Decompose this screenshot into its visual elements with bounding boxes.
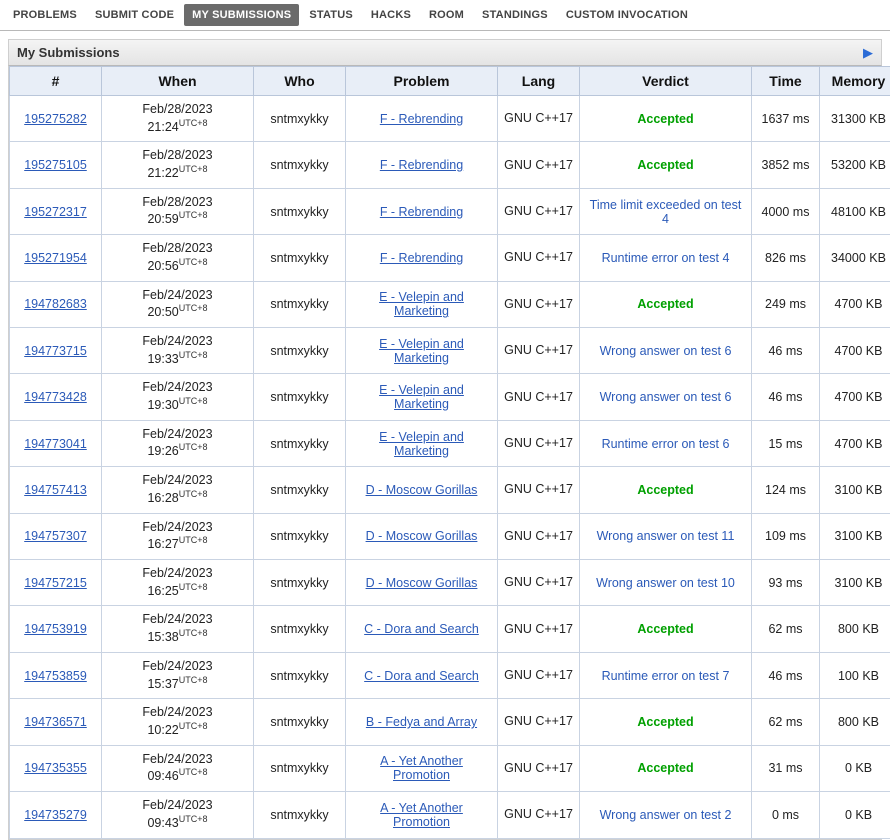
table-row (10, 235, 890, 281)
memory-cell: 0 KB (820, 792, 890, 838)
submission-timezone: UTC+8 (179, 582, 208, 592)
verdict-cell[interactable] (580, 606, 752, 652)
column-header-id: # (10, 67, 102, 96)
submission-id-cell (10, 188, 102, 234)
submission-clock-value: 15:38 (147, 630, 178, 644)
submission-clock-value: 21:22 (147, 166, 178, 180)
submission-clock-value: 20:50 (147, 305, 178, 319)
problem-cell (346, 96, 498, 142)
memory-cell: 34000 KB (820, 235, 890, 281)
submission-time-cell (102, 96, 254, 142)
submission-clock (107, 164, 248, 182)
submission-id-cell (10, 560, 102, 606)
execution-time-cell: 3852 ms (752, 142, 820, 188)
submission-id-cell (10, 467, 102, 513)
nav-item-status[interactable]: STATUS (301, 4, 361, 26)
table-header-row (10, 67, 890, 96)
problem-cell (346, 745, 498, 791)
column-header-verdict: Verdict (580, 67, 752, 96)
submission-id-cell (10, 235, 102, 281)
submission-author-cell[interactable]: sntmxykky (254, 652, 346, 698)
submission-date: Feb/28/2023 (107, 148, 248, 164)
verdict-text: Wrong answer on test 10 (596, 576, 735, 590)
verdict-cell[interactable] (580, 328, 752, 374)
submission-timezone: UTC+8 (179, 257, 208, 267)
submission-time-cell (102, 328, 254, 374)
table-row (10, 606, 890, 652)
panel-header (8, 39, 882, 65)
submission-author-cell[interactable]: sntmxykky (254, 188, 346, 234)
submission-date: Feb/28/2023 (107, 241, 248, 257)
submission-timezone: UTC+8 (179, 303, 208, 313)
submission-author-cell[interactable]: sntmxykky (254, 699, 346, 745)
submission-time-cell (102, 374, 254, 420)
verdict-text: Accepted (637, 715, 693, 729)
problem-link[interactable]: B - Fedya and Array (366, 715, 477, 729)
execution-time-cell: 31 ms (752, 745, 820, 791)
memory-cell: 800 KB (820, 606, 890, 652)
memory-cell: 4700 KB (820, 374, 890, 420)
execution-time-cell: 62 ms (752, 699, 820, 745)
submission-time-cell (102, 652, 254, 698)
submission-id-link[interactable]: 194757215 (24, 576, 87, 590)
language-cell: GNU C++17 (498, 142, 580, 188)
submission-id-link[interactable]: 194773428 (24, 390, 87, 404)
problem-link[interactable]: E - Velepin and Marketing (379, 290, 464, 318)
submission-clock (107, 210, 248, 228)
verdict-cell[interactable] (580, 560, 752, 606)
verdict-text: Runtime error on test 7 (602, 669, 730, 683)
verdict-text: Accepted (637, 158, 693, 172)
table-row (10, 792, 890, 838)
submission-clock (107, 767, 248, 785)
verdict-cell[interactable] (580, 374, 752, 420)
problem-link[interactable]: E - Velepin and Marketing (379, 383, 464, 411)
submission-timezone: UTC+8 (179, 489, 208, 499)
submission-date: Feb/24/2023 (107, 288, 248, 304)
submission-author-cell[interactable]: sntmxykky (254, 142, 346, 188)
memory-cell: 4700 KB (820, 281, 890, 327)
language-cell: GNU C++17 (498, 513, 580, 559)
table-row (10, 699, 890, 745)
problem-cell (346, 235, 498, 281)
problem-cell (346, 699, 498, 745)
submission-author-cell[interactable]: sntmxykky (254, 235, 346, 281)
submission-id-link[interactable]: 195275105 (24, 158, 87, 172)
language-cell: GNU C++17 (498, 699, 580, 745)
submission-id-cell (10, 420, 102, 466)
memory-cell: 3100 KB (820, 467, 890, 513)
submission-time-cell (102, 281, 254, 327)
problem-link[interactable]: C - Dora and Search (364, 669, 479, 683)
submission-timezone: UTC+8 (179, 350, 208, 360)
verdict-cell[interactable] (580, 188, 752, 234)
problem-cell (346, 188, 498, 234)
submission-clock-value: 20:56 (147, 259, 178, 273)
memory-cell: 4700 KB (820, 328, 890, 374)
submission-clock-value: 16:27 (147, 537, 178, 551)
language-cell: GNU C++17 (498, 792, 580, 838)
submission-clock-value: 19:30 (147, 398, 178, 412)
submission-clock-value: 09:43 (147, 816, 178, 830)
submission-clock-value: 16:28 (147, 491, 178, 505)
verdict-text: Wrong answer on test 6 (600, 344, 732, 358)
submission-timezone: UTC+8 (179, 814, 208, 824)
submission-clock (107, 582, 248, 600)
verdict-cell[interactable] (580, 281, 752, 327)
language-cell: GNU C++17 (498, 420, 580, 466)
problem-link[interactable]: F - Rebrending (380, 205, 463, 219)
verdict-text: Wrong answer on test 11 (597, 529, 735, 543)
submission-id-link[interactable]: 194757413 (24, 483, 87, 497)
language-cell: GNU C++17 (498, 328, 580, 374)
submission-author-cell[interactable]: sntmxykky (254, 467, 346, 513)
submission-date: Feb/24/2023 (107, 566, 248, 582)
table-row (10, 96, 890, 142)
submission-time-cell (102, 420, 254, 466)
nav-item-hacks[interactable]: HACKS (363, 4, 419, 26)
submission-date: Feb/24/2023 (107, 473, 248, 489)
submission-date: Feb/24/2023 (107, 752, 248, 768)
submission-timezone: UTC+8 (179, 118, 208, 128)
submission-time-cell (102, 142, 254, 188)
language-cell: GNU C++17 (498, 96, 580, 142)
submission-id-cell (10, 281, 102, 327)
verdict-text: Accepted (637, 112, 693, 126)
verdict-text: Accepted (637, 761, 693, 775)
submissions-table-container (8, 65, 882, 840)
submission-id-link[interactable]: 195271954 (24, 251, 87, 265)
submission-clock (107, 675, 248, 693)
column-header-memory: Memory (820, 67, 890, 96)
submission-clock-value: 15:37 (147, 677, 178, 691)
verdict-cell[interactable] (580, 142, 752, 188)
submission-clock (107, 118, 248, 136)
submission-clock-value: 09:46 (147, 769, 178, 783)
problem-cell (346, 281, 498, 327)
problem-cell (346, 142, 498, 188)
submission-id-link[interactable]: 194736571 (24, 715, 87, 729)
submission-id-cell (10, 374, 102, 420)
verdict-text: Runtime error on test 4 (602, 251, 730, 265)
verdict-cell[interactable] (580, 652, 752, 698)
submission-clock (107, 628, 248, 646)
submission-time-cell (102, 188, 254, 234)
submission-date: Feb/28/2023 (107, 102, 248, 118)
submission-date: Feb/24/2023 (107, 612, 248, 628)
submission-id-link[interactable]: 194735279 (24, 808, 87, 822)
memory-cell: 4700 KB (820, 420, 890, 466)
submission-id-cell (10, 606, 102, 652)
submission-author-cell[interactable]: sntmxykky (254, 328, 346, 374)
nav-item-submit-code[interactable]: SUBMIT CODE (87, 4, 182, 26)
table-row (10, 142, 890, 188)
submission-date: Feb/24/2023 (107, 380, 248, 396)
submission-time-cell (102, 560, 254, 606)
submission-clock-value: 19:26 (147, 445, 178, 459)
submission-id-link[interactable]: 194753859 (24, 669, 87, 683)
table-row (10, 374, 890, 420)
submission-date: Feb/24/2023 (107, 520, 248, 536)
submission-clock-value: 19:33 (147, 352, 178, 366)
verdict-cell[interactable] (580, 513, 752, 559)
page-title: My Submissions (17, 45, 120, 60)
execution-time-cell: 46 ms (752, 652, 820, 698)
submission-time-cell (102, 467, 254, 513)
execution-time-cell: 124 ms (752, 467, 820, 513)
memory-cell: 800 KB (820, 699, 890, 745)
submission-author-cell[interactable]: sntmxykky (254, 745, 346, 791)
language-cell: GNU C++17 (498, 745, 580, 791)
submission-clock (107, 721, 248, 739)
submission-clock (107, 303, 248, 321)
problem-cell (346, 328, 498, 374)
submission-id-link[interactable]: 194773041 (24, 437, 87, 451)
column-header-when: When (102, 67, 254, 96)
problem-cell (346, 792, 498, 838)
verdict-text: Time limit exceeded on test 4 (590, 198, 742, 226)
verdict-text: Wrong answer on test 6 (600, 390, 732, 404)
table-row (10, 281, 890, 327)
submission-date: Feb/24/2023 (107, 334, 248, 350)
execution-time-cell: 62 ms (752, 606, 820, 652)
submission-id-link[interactable]: 194773715 (24, 344, 87, 358)
submission-author-cell[interactable]: sntmxykky (254, 420, 346, 466)
problem-cell (346, 560, 498, 606)
submission-author-cell[interactable]: sntmxykky (254, 606, 346, 652)
execution-time-cell: 109 ms (752, 513, 820, 559)
submission-timezone: UTC+8 (179, 396, 208, 406)
submission-id-cell (10, 513, 102, 559)
submission-author-cell[interactable]: sntmxykky (254, 513, 346, 559)
memory-cell: 53200 KB (820, 142, 890, 188)
verdict-text: Accepted (637, 622, 693, 636)
table-row (10, 328, 890, 374)
submission-id-cell (10, 652, 102, 698)
language-cell: GNU C++17 (498, 281, 580, 327)
submission-clock-value: 20:59 (147, 213, 178, 227)
language-cell: GNU C++17 (498, 606, 580, 652)
submission-author-cell[interactable]: sntmxykky (254, 792, 346, 838)
submission-clock-value: 21:24 (147, 120, 178, 134)
submission-timezone: UTC+8 (179, 210, 208, 220)
submission-clock (107, 535, 248, 553)
submission-timezone: UTC+8 (179, 442, 208, 452)
nav-item-my-submissions[interactable]: MY SUBMISSIONS (184, 4, 299, 26)
submission-time-cell (102, 745, 254, 791)
submission-timezone: UTC+8 (179, 767, 208, 777)
submission-id-link[interactable]: 194782683 (24, 297, 87, 311)
memory-cell: 100 KB (820, 652, 890, 698)
verdict-cell[interactable] (580, 96, 752, 142)
submission-clock (107, 350, 248, 368)
submission-timezone: UTC+8 (179, 535, 208, 545)
submission-timezone: UTC+8 (179, 628, 208, 638)
table-row (10, 745, 890, 791)
nav-item-room[interactable]: ROOM (421, 4, 472, 26)
column-header-problem: Problem (346, 67, 498, 96)
memory-cell: 3100 KB (820, 560, 890, 606)
submission-id-link[interactable]: 195272317 (24, 205, 87, 219)
problem-link[interactable]: F - Rebrending (380, 158, 463, 172)
submission-time-cell (102, 235, 254, 281)
problem-link[interactable]: D - Moscow Gorillas (366, 483, 478, 497)
submission-date: Feb/24/2023 (107, 659, 248, 675)
submission-id-link[interactable]: 194757307 (24, 529, 87, 543)
submissions-table (9, 66, 890, 839)
submission-clock (107, 442, 248, 460)
nav-item-standings[interactable]: STANDINGS (474, 4, 556, 26)
verdict-text: Accepted (637, 297, 693, 311)
problem-cell (346, 374, 498, 420)
execution-time-cell: 0 ms (752, 792, 820, 838)
submission-id-cell (10, 792, 102, 838)
execution-time-cell: 4000 ms (752, 188, 820, 234)
problem-link[interactable]: D - Moscow Gorillas (366, 529, 478, 543)
submission-date: Feb/28/2023 (107, 195, 248, 211)
problem-link[interactable]: C - Dora and Search (364, 622, 479, 636)
table-row (10, 420, 890, 466)
submission-id-link[interactable]: 194735355 (24, 761, 87, 775)
table-header (10, 67, 890, 96)
verdict-text: Accepted (637, 483, 693, 497)
submission-clock (107, 814, 248, 832)
execution-time-cell: 826 ms (752, 235, 820, 281)
submission-clock (107, 489, 248, 507)
submission-author-cell[interactable]: sntmxykky (254, 281, 346, 327)
problem-link[interactable]: D - Moscow Gorillas (366, 576, 478, 590)
language-cell: GNU C++17 (498, 652, 580, 698)
submission-time-cell (102, 699, 254, 745)
table-row (10, 560, 890, 606)
triangle-right-icon[interactable]: ▶ (863, 46, 873, 59)
memory-cell: 31300 KB (820, 96, 890, 142)
problem-link[interactable]: A - Yet Another Promotion (380, 754, 463, 782)
submission-id-cell (10, 142, 102, 188)
language-cell: GNU C++17 (498, 235, 580, 281)
verdict-text: Runtime error on test 6 (602, 437, 730, 451)
table-row (10, 467, 890, 513)
verdict-cell[interactable] (580, 745, 752, 791)
problem-link[interactable]: F - Rebrending (380, 251, 463, 265)
submission-author-cell[interactable]: sntmxykky (254, 560, 346, 606)
verdict-text: Wrong answer on test 2 (600, 808, 732, 822)
verdict-cell[interactable] (580, 467, 752, 513)
problem-cell (346, 513, 498, 559)
problem-link[interactable]: F - Rebrending (380, 112, 463, 126)
submission-clock (107, 396, 248, 414)
problem-link[interactable]: A - Yet Another Promotion (380, 801, 463, 829)
submission-clock-value: 16:25 (147, 584, 178, 598)
column-header-who: Who (254, 67, 346, 96)
nav-item-problems[interactable]: PROBLEMS (5, 4, 85, 26)
submission-author-cell[interactable]: sntmxykky (254, 96, 346, 142)
submission-author-cell[interactable]: sntmxykky (254, 374, 346, 420)
submission-time-cell (102, 606, 254, 652)
main-navigation (0, 0, 890, 31)
execution-time-cell: 46 ms (752, 374, 820, 420)
submission-id-link[interactable]: 194753919 (24, 622, 87, 636)
execution-time-cell: 15 ms (752, 420, 820, 466)
submission-date: Feb/24/2023 (107, 705, 248, 721)
problem-cell (346, 606, 498, 652)
table-row (10, 652, 890, 698)
execution-time-cell: 46 ms (752, 328, 820, 374)
language-cell: GNU C++17 (498, 467, 580, 513)
submission-id-cell (10, 96, 102, 142)
verdict-cell[interactable] (580, 792, 752, 838)
verdict-cell[interactable] (580, 420, 752, 466)
problem-link[interactable]: E - Velepin and Marketing (379, 430, 464, 458)
verdict-cell[interactable] (580, 699, 752, 745)
problem-cell (346, 467, 498, 513)
submission-id-link[interactable]: 195275282 (24, 112, 87, 126)
language-cell: GNU C++17 (498, 374, 580, 420)
language-cell: GNU C++17 (498, 188, 580, 234)
execution-time-cell: 1637 ms (752, 96, 820, 142)
column-header-time: Time (752, 67, 820, 96)
submission-clock-value: 10:22 (147, 723, 178, 737)
execution-time-cell: 249 ms (752, 281, 820, 327)
problem-cell (346, 652, 498, 698)
nav-item-custom-invocation[interactable]: CUSTOM INVOCATION (558, 4, 696, 26)
submission-id-cell (10, 328, 102, 374)
submission-date: Feb/24/2023 (107, 427, 248, 443)
memory-cell: 0 KB (820, 745, 890, 791)
submission-timezone: UTC+8 (179, 721, 208, 731)
submission-id-cell (10, 745, 102, 791)
submission-timezone: UTC+8 (179, 164, 208, 174)
table-row (10, 188, 890, 234)
submission-id-cell (10, 699, 102, 745)
submission-time-cell (102, 513, 254, 559)
execution-time-cell: 93 ms (752, 560, 820, 606)
submission-time-cell (102, 792, 254, 838)
problem-link[interactable]: E - Velepin and Marketing (379, 337, 464, 365)
memory-cell: 3100 KB (820, 513, 890, 559)
table-row (10, 513, 890, 559)
language-cell: GNU C++17 (498, 560, 580, 606)
submission-timezone: UTC+8 (179, 675, 208, 685)
column-header-lang: Lang (498, 67, 580, 96)
table-body (10, 96, 890, 839)
memory-cell: 48100 KB (820, 188, 890, 234)
submission-clock (107, 257, 248, 275)
problem-cell (346, 420, 498, 466)
submission-date: Feb/24/2023 (107, 798, 248, 814)
verdict-cell[interactable] (580, 235, 752, 281)
